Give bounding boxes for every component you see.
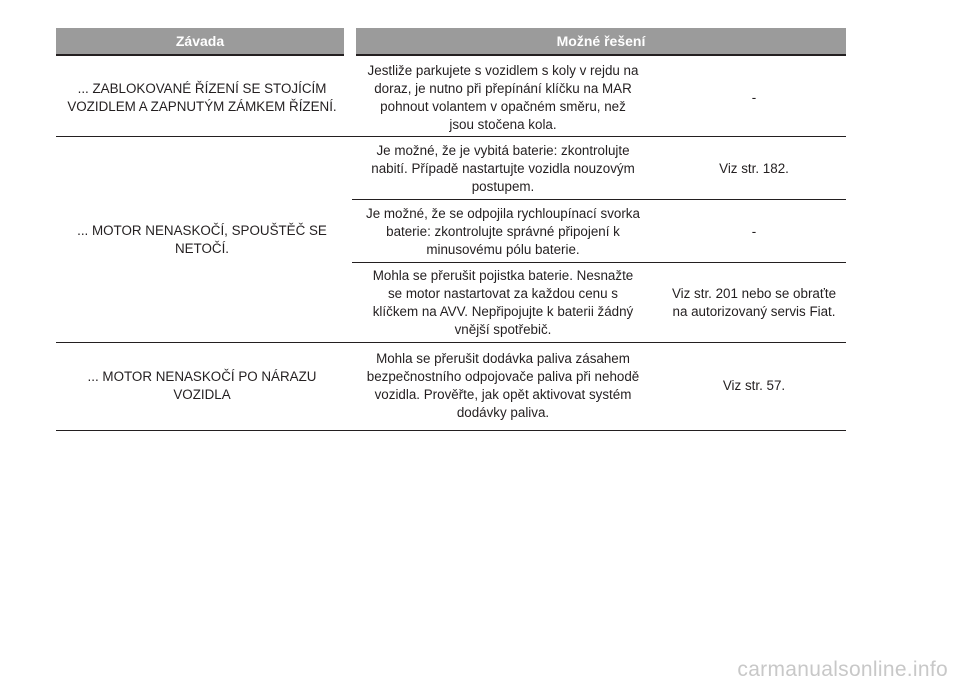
sub-row-divider — [352, 262, 846, 263]
solution-text: Je možné, že je vybitá baterie: zkontrolujte nabití. Případě nastartujte vozidla nouzovým postupem. — [371, 143, 635, 194]
row-divider — [56, 342, 846, 343]
sub-row-divider — [352, 199, 846, 200]
solution-text: Jestliže parkujete s vozidlem s koly v rejdu na doraz, je nutno při přepínání klíčku na MAR pohnout volantem v opačném směru, než jsou stočena kola. — [367, 63, 639, 132]
solution-reference: Viz str. 57. — [722, 378, 786, 393]
fault-no-start-after-crash: ... MOTOR NENASKOČÍ PO NÁRAZU VOZIDLA — [87, 369, 317, 402]
solution-reference: - — [751, 224, 757, 239]
solution-reference: Viz str. 182. — [719, 161, 789, 176]
row-divider — [56, 430, 846, 431]
solution-text: Mohla se přerušit dodávka paliva zásahem bezpečnostního odpojovače paliva při nehodě vozidla. Prověřte, jak opět aktivovat systém dodávky paliva. — [366, 351, 640, 420]
header-fault: Závada — [56, 28, 344, 56]
fault-steering-locked: ... ZABLOKOVANÉ ŘÍZENÍ SE STOJÍCÍM VOZIDLEM A ZAPNUTÝM ZÁMKEM ŘÍZENÍ. — [67, 81, 337, 114]
header-solution: Možné řešení — [356, 28, 846, 56]
solution-reference: - — [751, 90, 757, 105]
watermark-text: carmanualsonline.info — [737, 658, 948, 681]
solution-text: Je možné, že se odpojila rychloupínací svorka baterie: zkontrolujte správné připojení k minusovému pólu baterie. — [366, 206, 640, 257]
solution-reference: Viz str. 201 nebo se obraťte na autorizovaný servis Fiat. — [671, 286, 837, 319]
solution-text: Mohla se přerušit pojistka baterie. Nesnažte se motor nastartovat za každou cenu s klíčkem na AVV. Nepřipojujte k baterii žádný vnější spotřebič. — [372, 268, 634, 337]
fault-starter-not-turning: ... MOTOR NENASKOČÍ, SPOUŠTĚČ SE NETOČÍ. — [77, 223, 327, 256]
row-divider — [56, 136, 846, 137]
